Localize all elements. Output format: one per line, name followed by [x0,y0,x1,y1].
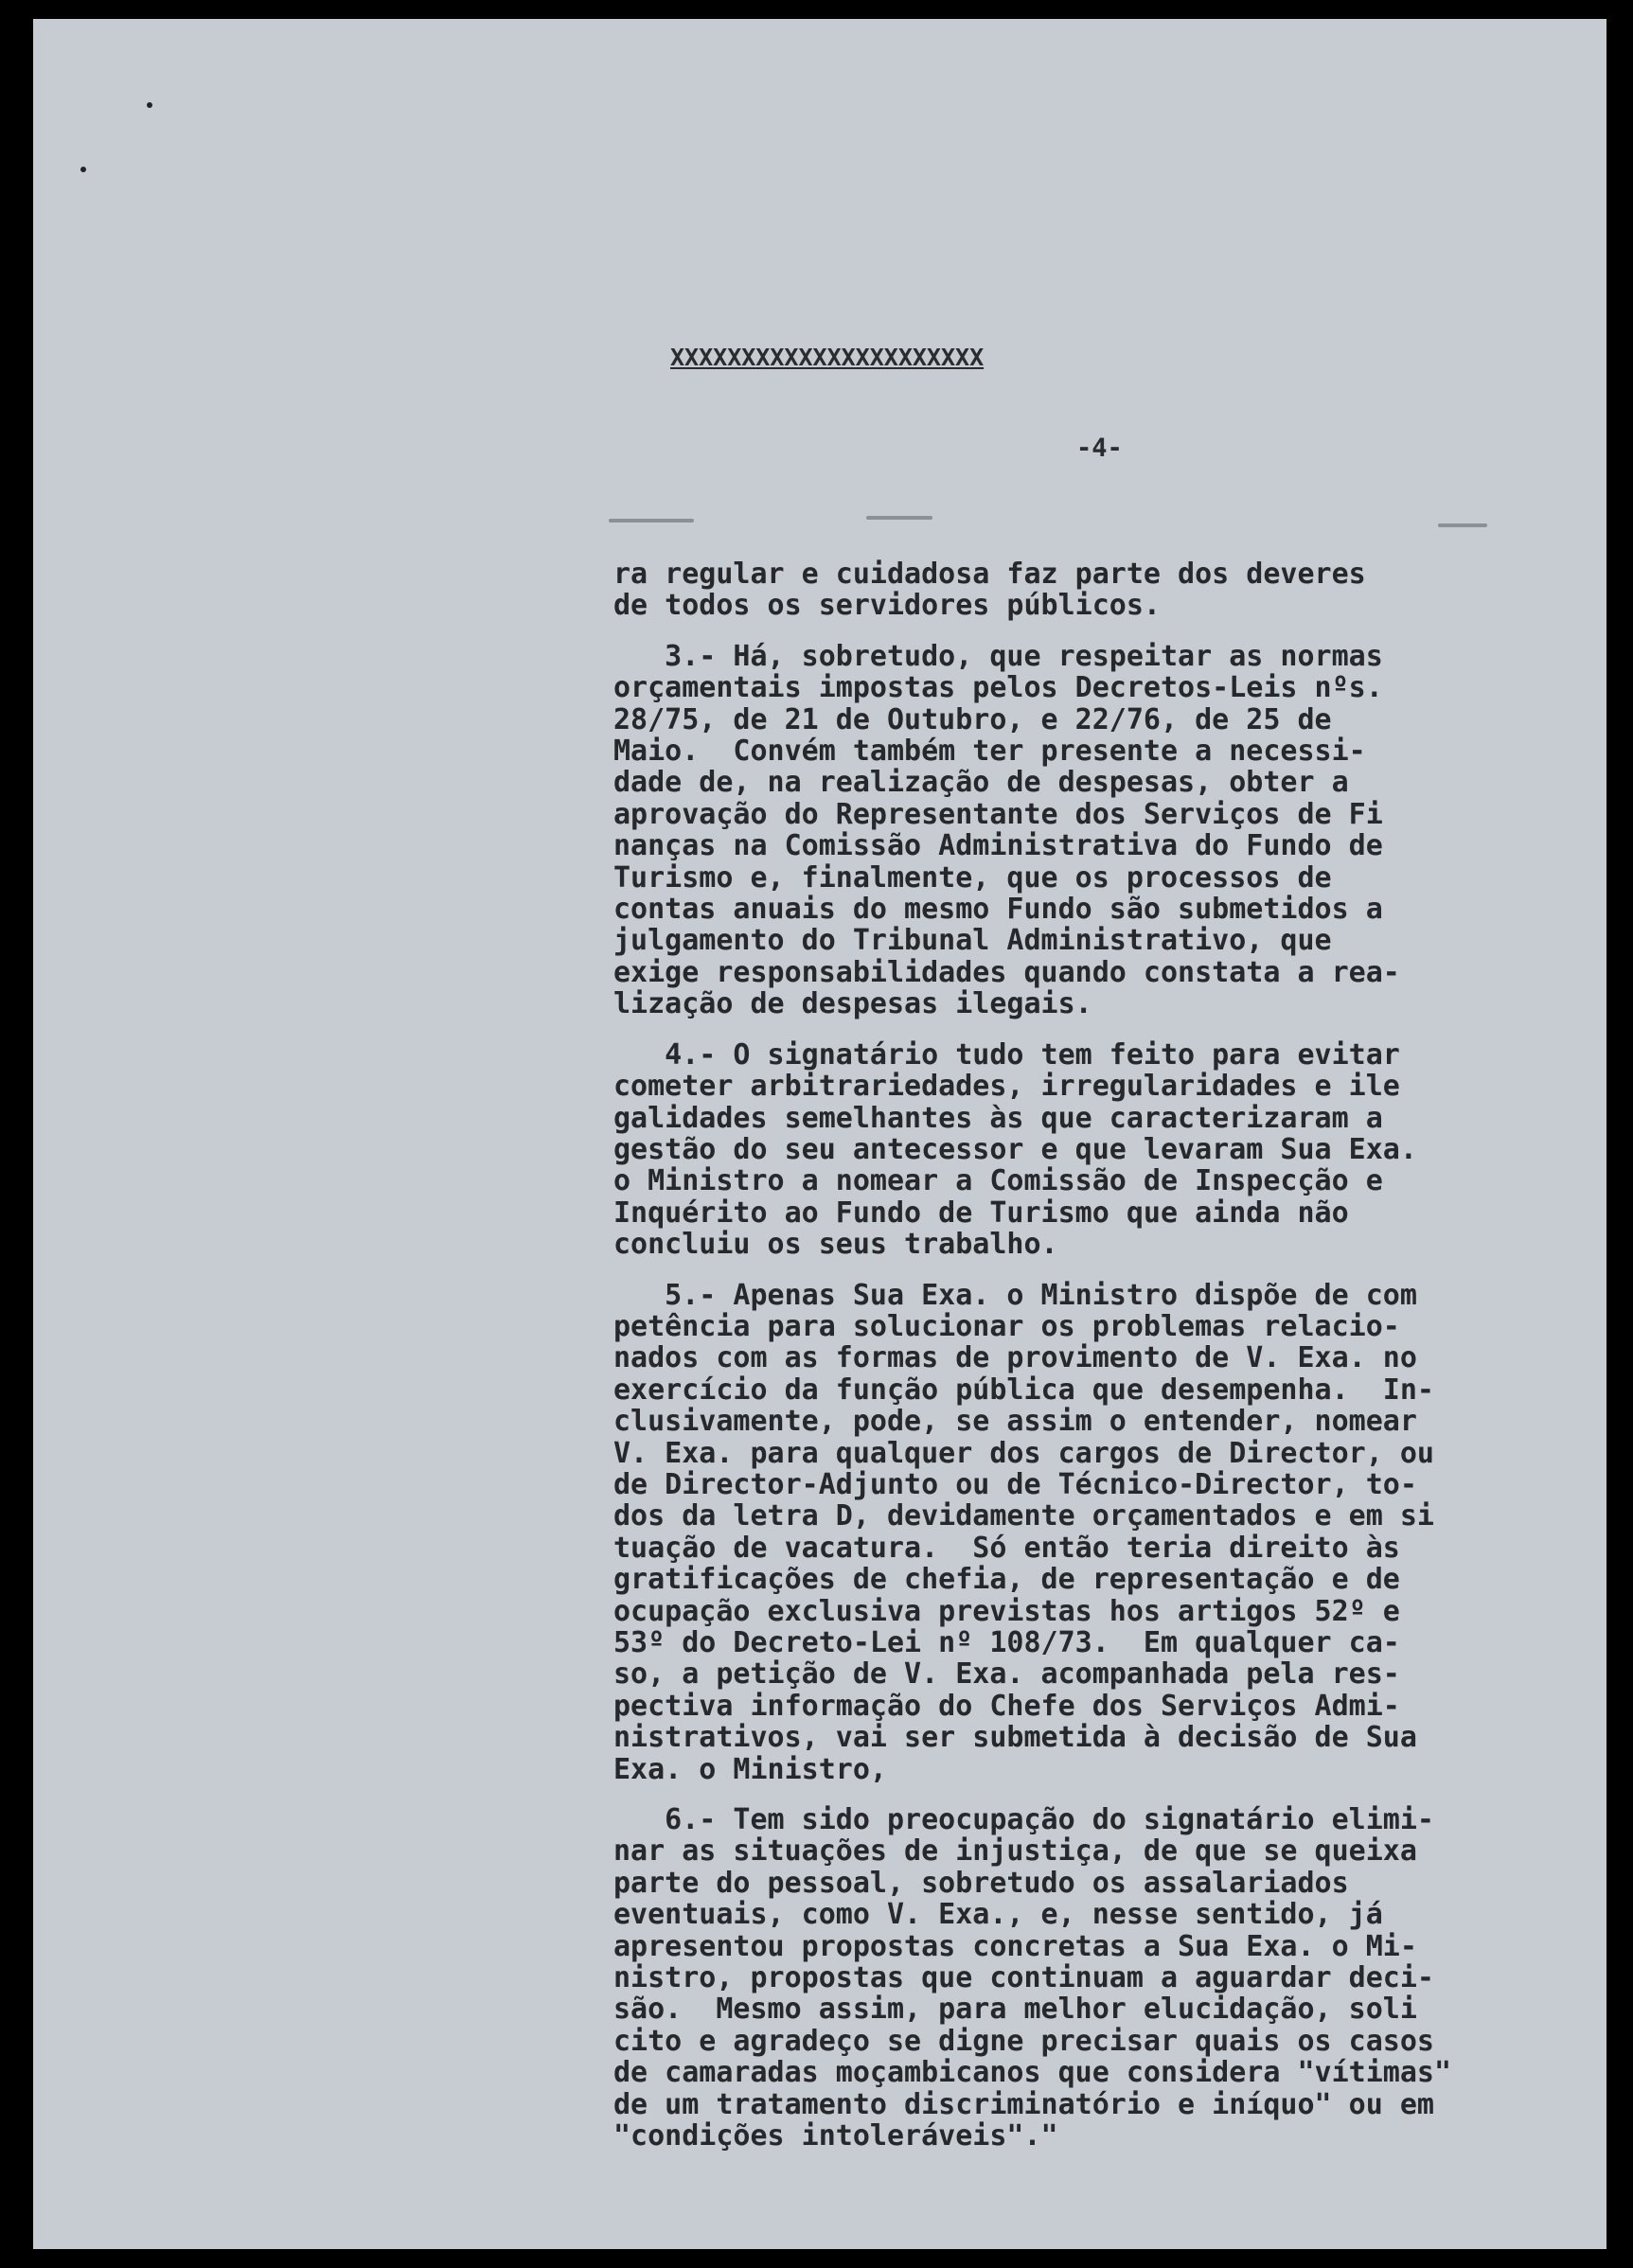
text-line: tuação de vacatura. Só então teria direito às [613,1531,1400,1565]
text-line: dos da letra D, devidamente orçamentados e em si [613,1499,1434,1533]
text-line: petência para solucionar os problemas relacio- [613,1309,1400,1343]
text-line: Turismo e, finalmente, que os processos de [613,860,1332,895]
text-line: parte do pessoal, sobretudo os assalariados [613,1866,1349,1900]
text-line: apresentou propostas concretas a Sua Exa. o Mi- [613,1929,1417,1963]
text-line: gratificações de chefia, de representação e de [613,1563,1400,1597]
text-line: dade de, na realização de despesas, obter a [613,766,1349,800]
ink-smudge [609,519,694,523]
text-line: 28/75, de 21 de Outubro, e 22/76, de 25 de [613,702,1332,736]
text-line: Inquérito ao Fundo de Turismo que ainda não [613,1196,1349,1230]
paragraph [613,558,1579,622]
text-line: nanças na Comissão Administrativa do Fundo de [613,829,1383,863]
text-line: gestão do seu antecessor e que levaram Sua Exa. [613,1132,1417,1166]
text-line: contas anuais do mesmo Fundo são submetidos a [613,893,1383,927]
text-line: aprovação do Representante dos Serviços de Fi [613,797,1383,831]
page-number: -4- [1076,434,1123,463]
text-line: são. Mesmo assim, para melhor elucidação, soli [613,1993,1417,2027]
ink-smudge [866,516,932,520]
text-line: orçamentais impostas pelos Decretos-Leis nºs. [613,671,1383,705]
text-line: nados com as formas de provimento de V. Exa. no [613,1341,1417,1375]
punch-mark [147,102,152,108]
punch-mark [80,167,86,172]
text-line: 4.- O signatário tudo tem feito para evitar [613,1037,1400,1072]
text-line: lização de despesas ilegais. [613,987,1092,1021]
text-line: de Director-Adjunto ou de Técnico-Director, to- [613,1467,1417,1501]
text-line: nar as situações de injustiça, de que se queixa [613,1834,1417,1869]
paragraph [613,641,1579,1020]
text-line: "condições intoleráveis"." [613,2119,1058,2153]
letter-body [613,558,1579,2153]
text-line: V. Exa. para qualquer dos cargos de Director, ou [613,1436,1434,1470]
document-page [33,19,1606,2249]
text-line: clusivamente, pode, se assim o entender, nomear [613,1405,1417,1439]
text-line: julgamento do Tribunal Administrativo, que [613,924,1332,958]
text-line: Maio. Convém também ter presente a necessi- [613,735,1366,769]
text-line: 6.- Tem sido preocupação do signatário elimi- [613,1803,1434,1837]
text-line: galidades semelhantes às que caracterizaram a [613,1101,1383,1135]
text-line: ra regular e cuidadosa faz parte dos deveres [613,558,1366,591]
text-line: ocupação exclusiva previstas hos artigos 52º e [613,1594,1400,1628]
text-line: exige responsabilidades quando constata a rea- [613,955,1400,989]
text-line: o Ministro a nomear a Comissão de Inspecção e [613,1164,1383,1198]
text-line: 3.- Há, sobretudo, que respeitar as normas [613,639,1383,673]
text-line: exercício da função pública que desempenha. In- [613,1373,1434,1407]
text-line: 5.- Apenas Sua Exa. o Ministro dispõe de com [613,1278,1417,1312]
text-line: cometer arbitrariedades, irregularidades e ile [613,1070,1400,1104]
ink-smudge [1438,523,1487,527]
text-line: eventuais, como V. Exa., e, nesse sentido, já [613,1898,1383,1932]
paragraph [613,1280,1579,1786]
text-line: Exa. o Ministro, [613,1752,887,1786]
text-line: so, a petição de V. Exa. acompanhada pela res- [613,1657,1400,1692]
text-line: de camaradas moçambicanos que considera "vítimas" [613,2056,1452,2090]
paragraph [613,1804,1579,2152]
text-line: concluiu os seus trabalho. [613,1228,1058,1262]
paragraph [613,1039,1579,1261]
text-line: nistrativos, vai ser submetida à decisão de Sua [613,1721,1417,1755]
text-line: de todos os servidores públicos. [613,589,1161,623]
text-line: nistro, propostas que continuam a aguardar deci- [613,1961,1434,1995]
struck-header: XXXXXXXXXXXXXXXXXXXXXX [670,344,985,371]
text-line: pectiva informação do Chefe dos Serviços Admi- [613,1689,1400,1723]
text-line: 53º do Decreto-Lei nº 108/73. Em qualquer ca- [613,1626,1400,1659]
text-line: cito e agradeço se digne precisar quais os casos [613,2024,1434,2058]
text-line: de um tratamento discriminatório e iníquo" ou em [613,2087,1434,2121]
